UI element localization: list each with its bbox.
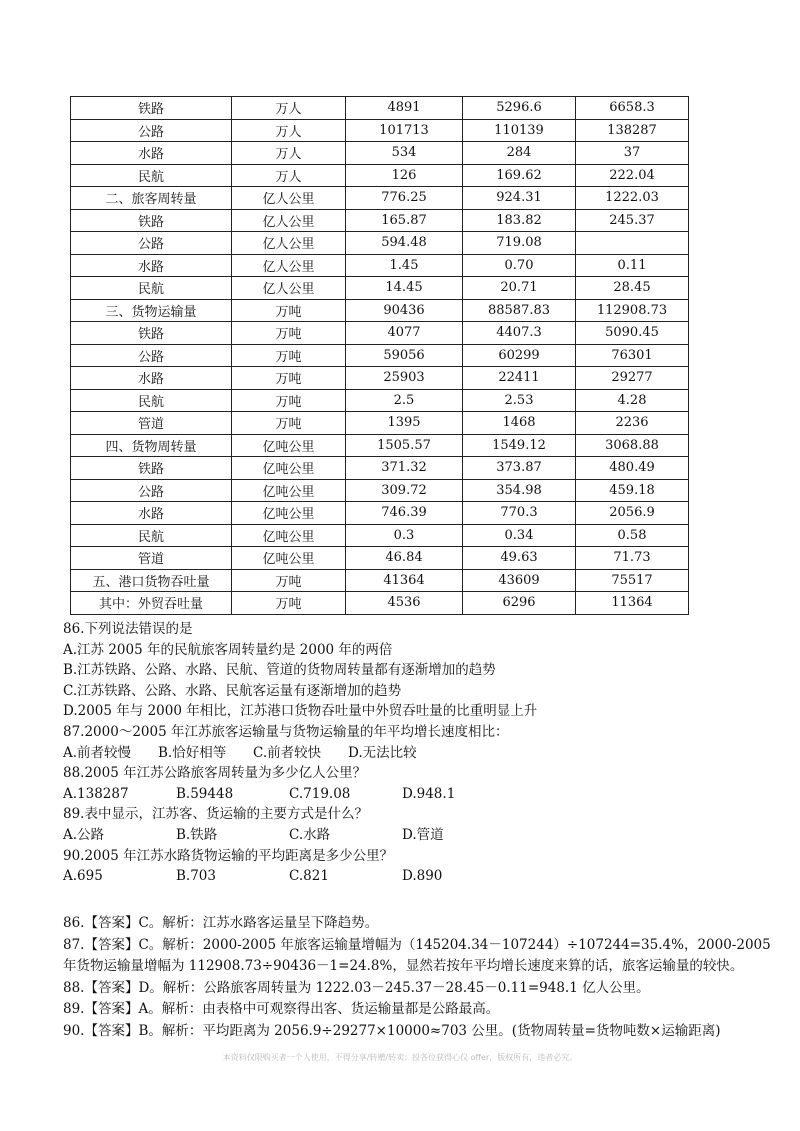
value-cell: 373.87	[463, 457, 576, 480]
table-row	[71, 457, 689, 480]
value-cell: 2.5	[346, 389, 463, 412]
row-label-cell: 水路	[71, 367, 232, 390]
value-cell: 28.45	[576, 277, 689, 300]
unit-cell: 万吨	[232, 322, 346, 345]
value-cell: 1.45	[346, 254, 463, 277]
answer-87: 87.【答案】C。解析：2000-2005 年旅客运输量增幅为（145204.34－107244）÷107244=35.4%，2000-2005	[63, 936, 771, 953]
row-label-cell: 民航	[71, 524, 232, 547]
table-row	[71, 412, 689, 435]
unit-cell: 亿吨公里	[232, 457, 346, 480]
q87-option-b: B.恰好相等	[158, 744, 227, 761]
footer-notice: 本资料仅限购买者一个人使用，不得分享/转赠/转卖；投各位获得心仪 offer，版权所有，违者必究。	[222, 1053, 578, 1062]
row-label-cell: 水路	[71, 142, 232, 165]
q88-option-b: B.59448	[176, 785, 234, 802]
table-row	[71, 119, 689, 142]
value-cell: 43609	[463, 569, 576, 592]
value-cell: 1468	[463, 412, 576, 435]
q88-option-d: D.948.1	[402, 785, 456, 802]
value-cell: 1549.12	[463, 434, 576, 457]
value-cell: 22411	[463, 367, 576, 390]
q89-option-d: D.管道	[402, 826, 444, 843]
table-row	[71, 344, 689, 367]
unit-cell: 亿人公里	[232, 232, 346, 255]
value-cell: 88587.83	[463, 299, 576, 322]
row-label-cell: 公路	[71, 119, 232, 142]
value-cell: 59056	[346, 344, 463, 367]
q90-options	[63, 866, 743, 887]
row-label-cell: 水路	[71, 254, 232, 277]
row-label-cell: 五、港口货物吞吐量	[71, 569, 232, 592]
answer-90: 90.【答案】B。解析：平均距离为 2056.9÷29277×10000≈703 公里。(货物周转量=货物吨数×运输距离)	[63, 1022, 721, 1039]
answer-86: 86.【答案】C。解析：江苏水路客运量呈下降趋势。	[63, 915, 379, 931]
value-cell: 29277	[576, 367, 689, 390]
value-cell: 284	[463, 142, 576, 165]
answer-88: 88.【答案】D。解析：公路旅客周转量为 1222.03－245.37－28.45－0.11=948.1 亿人公里。	[63, 979, 650, 996]
q86-option-a: A.江苏 2005 年的民航旅客周转量约是 2000 年的两倍	[63, 641, 393, 658]
table-row	[71, 389, 689, 412]
value-cell: 183.82	[463, 209, 576, 232]
q89-stem: 89.表中显示，江苏客、货运输的主要方式是什么？	[63, 806, 368, 823]
value-cell: 0.3	[346, 524, 463, 547]
unit-cell: 亿吨公里	[232, 434, 346, 457]
value-cell: 719.08	[463, 232, 576, 255]
value-cell: 4407.3	[463, 322, 576, 345]
value-cell: 126	[346, 164, 463, 187]
value-cell: 0.34	[463, 524, 576, 547]
row-label-cell: 民航	[71, 277, 232, 300]
row-label-cell: 铁路	[71, 322, 232, 345]
value-cell: 222.04	[576, 164, 689, 187]
q88-option-a: A.138287	[63, 785, 129, 802]
value-cell: 90436	[346, 299, 463, 322]
unit-cell: 亿人公里	[232, 187, 346, 210]
unit-cell: 万人	[232, 119, 346, 142]
value-cell: 49.63	[463, 547, 576, 570]
value-cell: 37	[576, 142, 689, 165]
value-cell: 0.70	[463, 254, 576, 277]
value-cell: 5090.45	[576, 322, 689, 345]
unit-cell: 万吨	[232, 592, 346, 615]
value-cell: 1395	[346, 412, 463, 435]
value-cell: 4891	[346, 97, 463, 120]
row-label-cell: 管道	[71, 412, 232, 435]
q90-option-d: D.890	[402, 868, 443, 885]
value-cell: 6658.3	[576, 97, 689, 120]
transport-stats-table	[70, 96, 689, 615]
value-cell	[576, 232, 689, 255]
value-cell: 245.37	[576, 209, 689, 232]
unit-cell: 亿人公里	[232, 209, 346, 232]
q87-options	[63, 743, 743, 764]
row-label-cell: 四、货物周转量	[71, 434, 232, 457]
value-cell: 1505.57	[346, 434, 463, 457]
value-cell: 41364	[346, 569, 463, 592]
value-cell: 371.32	[346, 457, 463, 480]
value-cell: 110139	[463, 119, 576, 142]
value-cell: 770.3	[463, 502, 576, 525]
q89-options	[63, 825, 743, 846]
row-label-cell: 铁路	[71, 97, 232, 120]
questions-section	[63, 619, 743, 887]
unit-cell: 亿吨公里	[232, 524, 346, 547]
value-cell: 594.48	[346, 232, 463, 255]
value-cell: 309.72	[346, 479, 463, 502]
table-row	[71, 187, 689, 210]
value-cell: 4.28	[576, 389, 689, 412]
value-cell: 746.39	[346, 502, 463, 525]
answers-section	[63, 913, 771, 1043]
unit-cell: 万人	[232, 142, 346, 165]
table-row	[71, 524, 689, 547]
unit-cell: 亿吨公里	[232, 502, 346, 525]
value-cell: 924.31	[463, 187, 576, 210]
value-cell: 4536	[346, 592, 463, 615]
row-label-cell: 水路	[71, 502, 232, 525]
row-label-cell: 民航	[71, 389, 232, 412]
answer-87-continued: 年货物运输量增幅为 112908.73÷90436－1=24.8%，显然若按年平均增长速度来算的话，旅客运输量的较快。	[63, 958, 744, 975]
value-cell: 6296	[463, 592, 576, 615]
q90-option-b: B.703	[176, 868, 216, 885]
q86-option-b: B.江苏铁路、公路、水路、民航、管道的货物周转量都有逐渐增加的趋势	[63, 662, 496, 679]
table-row	[71, 434, 689, 457]
value-cell: 1222.03	[576, 187, 689, 210]
q86-option-d: D.2005 年与 2000 年相比，江苏港口货物吞吐量中外贸吞吐量的比重明显上升	[63, 703, 538, 720]
row-label-cell: 铁路	[71, 457, 232, 480]
row-label-cell: 二、旅客周转量	[71, 187, 232, 210]
q88-stem: 88.2005 年江苏公路旅客周转量为多少亿人公里？	[63, 765, 367, 782]
row-label-cell: 管道	[71, 547, 232, 570]
unit-cell: 万吨	[232, 389, 346, 412]
value-cell: 11364	[576, 592, 689, 615]
value-cell: 5296.6	[463, 97, 576, 120]
value-cell: 2.53	[463, 389, 576, 412]
q88-options	[63, 784, 743, 805]
value-cell: 776.25	[346, 187, 463, 210]
unit-cell: 万吨	[232, 344, 346, 367]
table-row	[71, 97, 689, 120]
table-row	[71, 277, 689, 300]
value-cell: 0.11	[576, 254, 689, 277]
unit-cell: 万吨	[232, 412, 346, 435]
value-cell: 112908.73	[576, 299, 689, 322]
value-cell: 0.58	[576, 524, 689, 547]
value-cell: 25903	[346, 367, 463, 390]
unit-cell: 亿吨公里	[232, 547, 346, 570]
row-label-cell: 民航	[71, 164, 232, 187]
value-cell: 480.49	[576, 457, 689, 480]
unit-cell: 亿人公里	[232, 254, 346, 277]
unit-cell: 万吨	[232, 569, 346, 592]
table-row	[71, 502, 689, 525]
row-label-cell: 公路	[71, 232, 232, 255]
q88-option-c: C.719.08	[289, 785, 351, 802]
q87-option-c: C.前者较快	[253, 744, 322, 761]
value-cell: 20.71	[463, 277, 576, 300]
table-row	[71, 367, 689, 390]
row-label-cell: 铁路	[71, 209, 232, 232]
row-label-cell: 三、货物运输量	[71, 299, 232, 322]
table-row	[71, 164, 689, 187]
unit-cell: 万人	[232, 97, 346, 120]
table-row	[71, 232, 689, 255]
table-row	[71, 547, 689, 570]
table-row	[71, 254, 689, 277]
table-row	[71, 569, 689, 592]
answer-89: 89.【答案】A。解析：由表格中可观察得出客、货运输量都是公路最高。	[63, 1001, 500, 1018]
unit-cell: 万吨	[232, 367, 346, 390]
q90-option-c: C.821	[289, 868, 329, 885]
value-cell: 2056.9	[576, 502, 689, 525]
value-cell: 60299	[463, 344, 576, 367]
q87-option-a: A.前者较慢	[63, 744, 132, 761]
value-cell: 165.87	[346, 209, 463, 232]
q87-stem: 87.2000～2005 年江苏旅客运输量与货物运输量的年平均增长速度相比：	[63, 723, 509, 740]
table-row	[71, 479, 689, 502]
value-cell: 75517	[576, 569, 689, 592]
unit-cell: 亿吨公里	[232, 479, 346, 502]
unit-cell: 万吨	[232, 299, 346, 322]
q90-option-a: A.695	[63, 868, 103, 885]
table-row	[71, 209, 689, 232]
unit-cell: 万人	[232, 164, 346, 187]
table-row	[71, 322, 689, 345]
table-row	[71, 299, 689, 322]
value-cell: 4077	[346, 322, 463, 345]
value-cell: 169.62	[463, 164, 576, 187]
table-body	[71, 97, 689, 615]
value-cell: 354.98	[463, 479, 576, 502]
q87-option-d: D.无法比较	[348, 744, 417, 761]
q89-option-a: A.公路	[63, 826, 105, 843]
value-cell: 3068.88	[576, 434, 689, 457]
unit-cell: 亿人公里	[232, 277, 346, 300]
value-cell: 534	[346, 142, 463, 165]
row-label-cell: 公路	[71, 479, 232, 502]
value-cell: 71.73	[576, 547, 689, 570]
row-label-cell: 公路	[71, 344, 232, 367]
value-cell: 46.84	[346, 547, 463, 570]
q90-stem: 90.2005 年江苏水路货物运输的平均距离是多少公里？	[63, 847, 394, 864]
q89-option-c: C.水路	[289, 826, 331, 843]
value-cell: 76301	[576, 344, 689, 367]
value-cell: 2236	[576, 412, 689, 435]
q86-stem: 86.下列说法错误的是	[63, 621, 193, 637]
row-label-cell: 其中：外贸吞吐量	[71, 592, 232, 615]
table-row	[71, 142, 689, 165]
value-cell: 459.18	[576, 479, 689, 502]
value-cell: 101713	[346, 119, 463, 142]
q89-option-b: B.铁路	[176, 826, 218, 843]
value-cell: 14.45	[346, 277, 463, 300]
table-row	[71, 592, 689, 615]
q86-option-c: C.江苏铁路、公路、水路、民航客运量有逐渐增加的趋势	[63, 682, 402, 699]
value-cell: 138287	[576, 119, 689, 142]
